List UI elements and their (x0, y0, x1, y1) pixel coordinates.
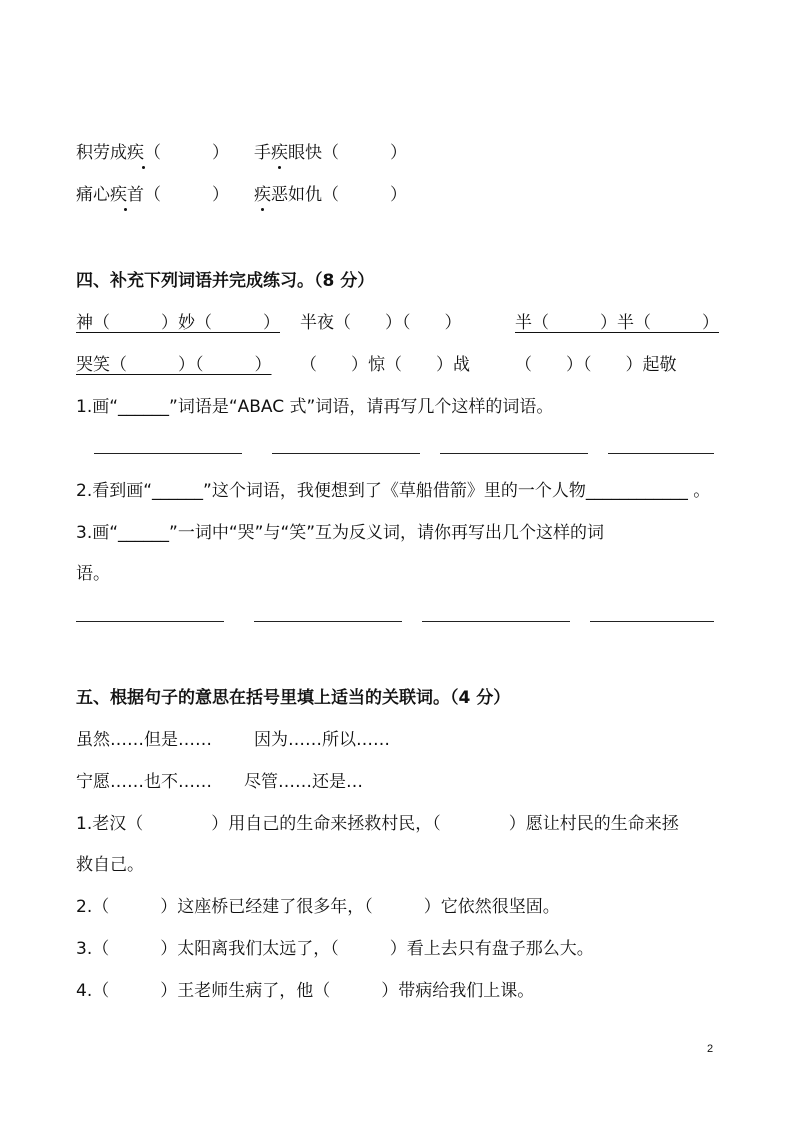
section-heading-4: 四、补充下列词语并完成练习。（8 分） (76, 271, 375, 291)
option-3: 宁愿……也不…… (76, 772, 212, 792)
answer-line[interactable] (590, 621, 714, 622)
question-1: 1.画“______”词语是“ABAC 式”词语，请再写几个这样的词语。 (76, 397, 554, 417)
option-2: 因为……所以…… (254, 730, 390, 750)
fill-word-3: 半（ ）半（ ） (515, 313, 719, 333)
sentence-4: 4.（ ）王老师生病了，他（ ）带病给我们上课。 (76, 981, 535, 1001)
word-item-2: 手疾眼快（ ） (254, 143, 407, 163)
sentence-2: 2.（ ）这座桥已经建了很多年，（ ）它依然很坚固。 (76, 897, 560, 917)
fill-word-4: 哭笑（ ）（ ） (76, 355, 272, 375)
fill-word-6: （ ）（ ）起敬 (515, 355, 677, 375)
answer-line[interactable] (76, 621, 224, 622)
answer-line[interactable] (94, 453, 242, 454)
question-3-line-1: 3.画“______”一词中“哭”与“笑”互为反义词，请你再写出几个这样的词 (76, 523, 605, 543)
sentence-1-line-1: 1.老汉（ ）用自己的生命来拯救村民，（ ）愿让村民的生命来拯 (76, 814, 679, 834)
emphasis-dot (261, 208, 264, 211)
word-item-4: 疾恶如仇（ ） (254, 185, 407, 205)
section-heading-5: 五、根据句子的意思在括号里填上适当的关联词。（4 分） (76, 688, 511, 708)
fill-word-2: 半夜（ ）（ ） (300, 313, 462, 333)
fill-word-1: 神（ ）妙（ ） (76, 313, 280, 333)
answer-line[interactable] (440, 453, 588, 454)
emphasis-dot (142, 166, 145, 169)
answer-line[interactable] (272, 453, 420, 454)
page-number: 2 (707, 1043, 714, 1055)
answer-line[interactable] (254, 621, 402, 622)
word-item-1: 积劳成疾（ ） (76, 143, 229, 163)
fill-word-5: （ ）惊（ ）战 (300, 355, 470, 375)
sentence-3: 3.（ ）太阳离我们太远了，（ ）看上去只有盘子那么大。 (76, 939, 594, 959)
word-item-3: 痛心疾首（ ） (76, 185, 229, 205)
option-4: 尽管……还是… (244, 772, 363, 792)
emphasis-dot (278, 166, 281, 169)
emphasis-dot (124, 208, 127, 211)
sentence-1-line-2: 救自己。 (76, 855, 144, 875)
answer-line[interactable] (422, 621, 570, 622)
question-2: 2.看到画“______”这个词语，我便想到了《草船借箭》里的一个人物____________ 。 (76, 481, 711, 501)
answer-line[interactable] (608, 453, 714, 454)
question-3-line-2: 语。 (76, 564, 110, 584)
option-1: 虽然……但是…… (76, 730, 212, 750)
